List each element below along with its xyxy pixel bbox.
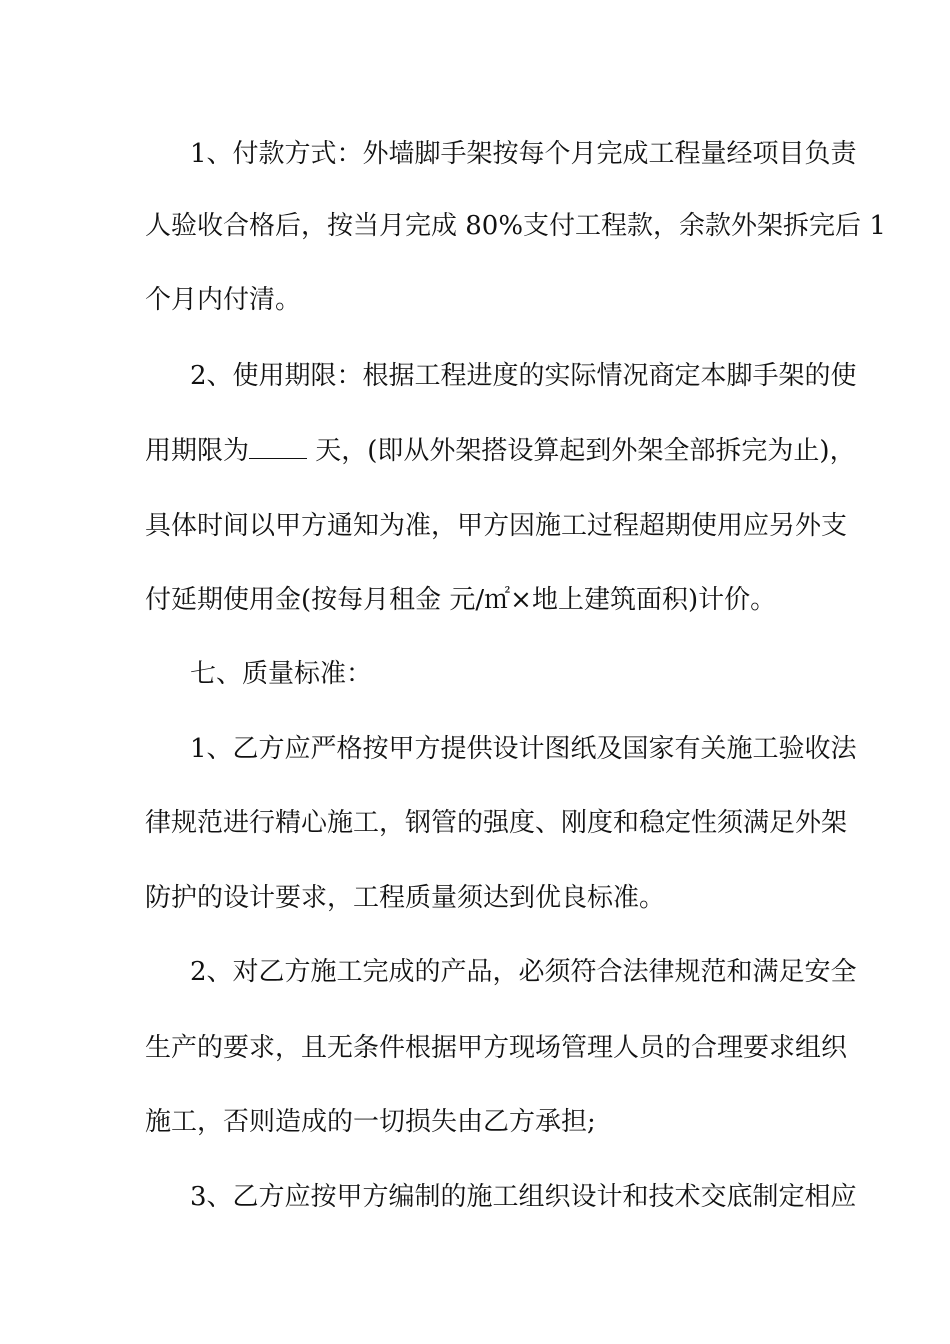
paragraph-line: 2、使用期限：根据工程进度的实际情况商定本脚手架的使 <box>190 361 857 391</box>
paragraph-line: 防护的设计要求，工程质量须达到优良标准。 <box>145 883 666 913</box>
text-segment: 天，(即从外架搭设算起到外架全部拆完为止)， <box>315 436 856 466</box>
paragraph-line <box>145 433 856 469</box>
paragraph-line: 生产的要求，且无条件根据甲方现场管理人员的合理要求组织 <box>145 1033 848 1063</box>
paragraph-line: 2、对乙方施工完成的产品，必须符合法律规范和满足安全 <box>190 957 857 987</box>
paragraph-line: 人验收合格后，按当月完成 80%支付工程款，余款外架拆完后 1 <box>145 211 886 241</box>
blank-underline <box>249 436 307 459</box>
paragraph-line: 个月内付清。 <box>145 285 302 315</box>
section-heading: 七、质量标准： <box>190 659 373 689</box>
paragraph-line: 律规范进行精心施工，钢管的强度、刚度和稳定性须满足外架 <box>145 808 848 838</box>
text-segment: 用期限为 <box>145 436 250 466</box>
paragraph-line: 具体时间以甲方通知为准，甲方因施工过程超期使用应另外支 <box>145 511 848 541</box>
paragraph-line: 1、付款方式：外墙脚手架按每个月完成工程量经项目负责 <box>190 139 857 169</box>
paragraph-line: 3、乙方应按甲方编制的施工组织设计和技术交底制定相应 <box>190 1182 857 1212</box>
paragraph-line: 1、乙方应严格按甲方提供设计图纸及国家有关施工验收法 <box>190 734 857 764</box>
paragraph-line: 付延期使用金(按每月租金 元/㎡×地上建筑面积)计价。 <box>145 585 777 615</box>
paragraph-line: 施工，否则造成的一切损失由乙方承担; <box>145 1107 596 1137</box>
